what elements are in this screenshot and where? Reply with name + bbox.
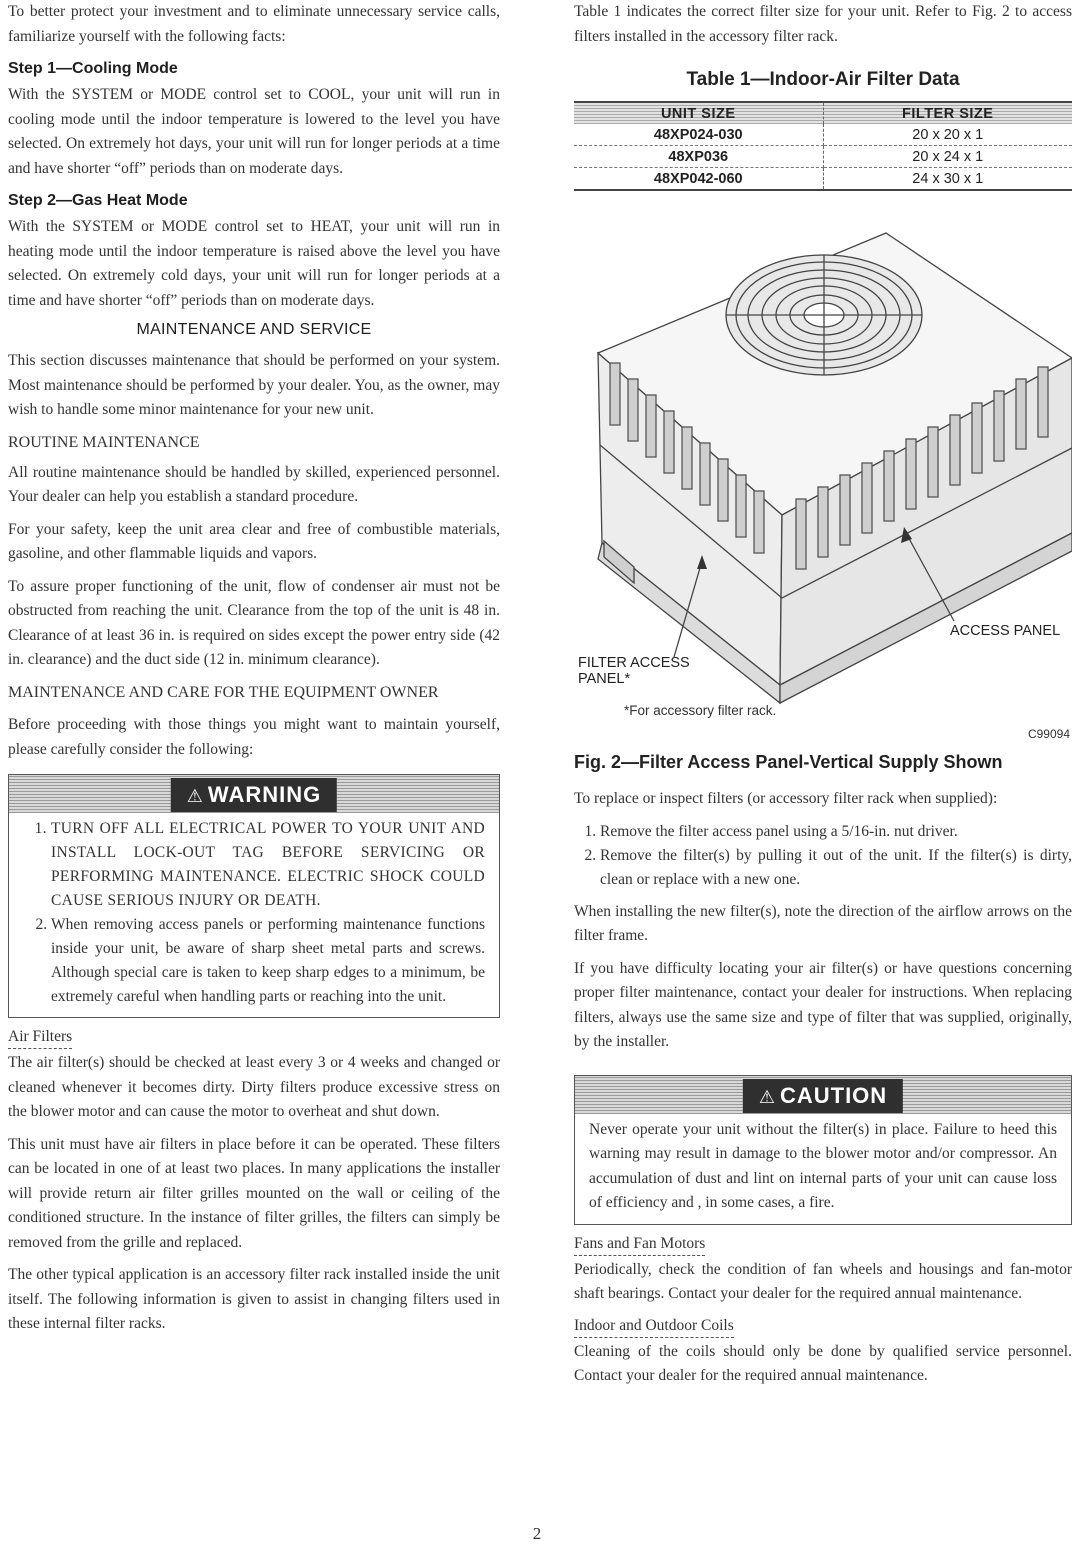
table-cell: 20 x 24 x 1 (823, 146, 1072, 168)
caution-body (575, 1114, 1071, 1224)
warning-header (9, 775, 499, 813)
figure-code: C99094 (1027, 727, 1070, 741)
table-header-row (574, 102, 1072, 124)
maintenance-paragraph: This section discusses maintenance that should be performed on your system. Most maintenance should be performed by your dealer. You, as the owner, may wish to handle some minor maintenance for your new unit. (8, 352, 500, 418)
step1-heading: Step 1—Cooling Mode (8, 60, 178, 77)
care-paragraph: Before proceeding with those things you might want to maintain yourself, please carefully consider the following: (8, 716, 500, 758)
caution-header (575, 1076, 1071, 1114)
maintenance-heading: MAINTENANCE AND SERVICE (136, 321, 372, 338)
airflow-paragraph: When installing the new filter(s), note the direction of the airflow arrows on the filter frame. (574, 902, 1072, 944)
page-number: 2 (532, 1524, 542, 1543)
care-heading: MAINTENANCE AND CARE FOR THE EQUIPMENT OWNER (8, 683, 439, 701)
warning-box (8, 774, 500, 1018)
table-cell: 48XP042-060 (574, 168, 823, 191)
fans-heading: Fans and Fan Motors (574, 1233, 705, 1256)
caution-label: CAUTION (779, 1082, 888, 1108)
table-cell: 24 x 30 x 1 (823, 168, 1072, 191)
warning-body (9, 813, 499, 1017)
table-row (574, 146, 1072, 168)
fan-grille-icon (726, 255, 922, 375)
filter-data-table (574, 101, 1072, 191)
warning-item: 1. TURN OFF ALL ELECTRICAL POWER TO YOUR UNIT AND INSTALL LOCK-OUT TAG BEFORE SERVICING OR PERFORMING MAINTENANCE. ELECTRIC SHOCK COULD CAUSE SERIOUS INJURY OR DEATH. (51, 817, 485, 913)
clearance-paragraph: To assure proper functioning of the unit, flow of condenser air must not be obstructed from reaching the unit. Clearance from the top of the unit is 48 in. Clearance of at least 36 in. is required on sides except the power entry side (42 in. clearance) and the duct side (12 in. minimum clearance). (8, 577, 500, 668)
coils-paragraph: Cleaning of the coils should only be done by qualified service personnel. Contact your dealer for the required annual maintenance. (574, 1342, 1072, 1384)
left-column (8, 0, 500, 1345)
coils-heading: Indoor and Outdoor Coils (574, 1315, 734, 1338)
table-header-unit-size: UNIT SIZE (574, 102, 823, 124)
table-title: Table 1—Indoor-Air Filter Data (686, 69, 960, 90)
replace-step: 2. Remove the filter(s) by pulling it out of the unit. If the filter(s) is dirty, clean or replace with a new one. (600, 844, 1072, 892)
air-filters-heading: Air Filters (8, 1026, 72, 1049)
table-header-filter-size: FILTER SIZE (823, 102, 1072, 124)
air-filters-paragraph: This unit must have air filters in place before it can be operated. These filters can be located in one of at least two places. In many applications the installer will provide return air filter grilles mounted on the wall or ceiling of the conditioned structure. In the instance of filter grilles, the filters can simply be removed from the grille and replaced. (8, 1135, 500, 1251)
table-cell: 20 x 20 x 1 (823, 124, 1072, 146)
caution-text: Never operate your unit without the filter(s) in place. Failure to heed this warning may result in damage to the blower motor and/or compressor. An accumulation of dust and lint on internal parts of your unit can cause loss of efficiency and , in some cases, a fire. (589, 1120, 1057, 1211)
table-row (574, 168, 1072, 191)
intro-paragraph: To better protect your investment and to eliminate unnecessary service calls, familiarize yourself with the following facts: (8, 3, 500, 45)
warning-label: WARNING (207, 782, 322, 807)
step2-paragraph: With the SYSTEM or MODE control set to HEAT, your unit will run in heating mode until the indoor temperature is raised above the level you have selected. On extremely cold days, your unit will run for longer periods at a time and have shorter “off” periods than on moderate days. (8, 218, 500, 309)
filter-access-label-line: FILTER ACCESS (578, 655, 690, 671)
routine-paragraph: All routine maintenance should be handled by skilled, experienced personnel. Your dealer can help you establish a standard procedure. (8, 463, 500, 505)
table-cell: 48XP036 (574, 146, 823, 168)
table-intro-paragraph: Table 1 indicates the correct filter size for your unit. Refer to Fig. 2 to access filters installed in the accessory filter rack. (574, 3, 1072, 45)
alert-triangle-icon: ⚠ (758, 1086, 776, 1107)
right-column (574, 0, 1072, 1397)
table-cell: 48XP024-030 (574, 124, 823, 146)
step2-heading: Step 2—Gas Heat Mode (8, 192, 188, 209)
caution-badge (743, 1079, 903, 1113)
access-panel-label: ACCESS PANEL (950, 623, 1061, 639)
routine-maintenance-heading: ROUTINE MAINTENANCE (8, 433, 200, 451)
difficulty-paragraph: If you have difficulty locating your air filter(s) or have questions concerning proper filter maintenance, contact your dealer for instructions. When replacing filters, always use the same size and type of filter that was supplied, originally, by the installer. (574, 959, 1072, 1050)
air-filters-paragraph: The other typical application is an accessory filter rack installed inside the unit itself. The following information is given to assist in changing filters used in these internal filter racks. (8, 1266, 500, 1332)
filter-access-label (578, 655, 690, 687)
figure-footnote: *For accessory filter rack. (624, 703, 777, 718)
safety-paragraph: For your safety, keep the unit area clear and free of combustible materials, gasoline, and other flammable liquids and vapors. (8, 520, 500, 562)
warning-item: 2. When removing access panels or performing maintenance functions inside your unit, be aware of sharp sheet metal parts and screws. Although special care is taken to keep sharp edges to a minimum, be extremely careful when handling parts or reaching into the unit. (51, 913, 485, 1009)
fans-paragraph: Periodically, check the condition of fan wheels and housings and fan-motor shaft bearings. Contact your dealer for the required annual maintenance. (574, 1260, 1072, 1302)
replace-intro-paragraph: To replace or inspect filters (or accessory filter rack when supplied): (574, 790, 998, 807)
filter-access-label-line: PANEL* (578, 671, 631, 687)
caution-box (574, 1075, 1072, 1225)
step1-paragraph: With the SYSTEM or MODE control set to COOL, your unit will run in cooling mode until the indoor temperature is lowered to the level you have selected. On extremely hot days, your unit will run for longer periods at a time and have shorter “off” periods than on moderate days. (8, 86, 500, 177)
unit-illustration-figure (574, 203, 1072, 748)
replace-steps-list (574, 820, 1072, 892)
table-row (574, 124, 1072, 146)
figure-caption: Fig. 2—Filter Access Panel-Vertical Supply Shown (574, 752, 1003, 772)
air-filters-paragraph: The air filter(s) should be checked at least every 3 or 4 weeks and changed or cleaned whenever it becomes dirty. Dirty filters produce excessive stress on the blower motor and can cause the motor to overheat and shut down. (8, 1054, 500, 1120)
warning-badge (171, 778, 337, 812)
replace-step: 1. Remove the filter access panel using a 5/16-in. nut driver. (600, 820, 1072, 844)
alert-triangle-icon: ⚠ (186, 786, 204, 806)
